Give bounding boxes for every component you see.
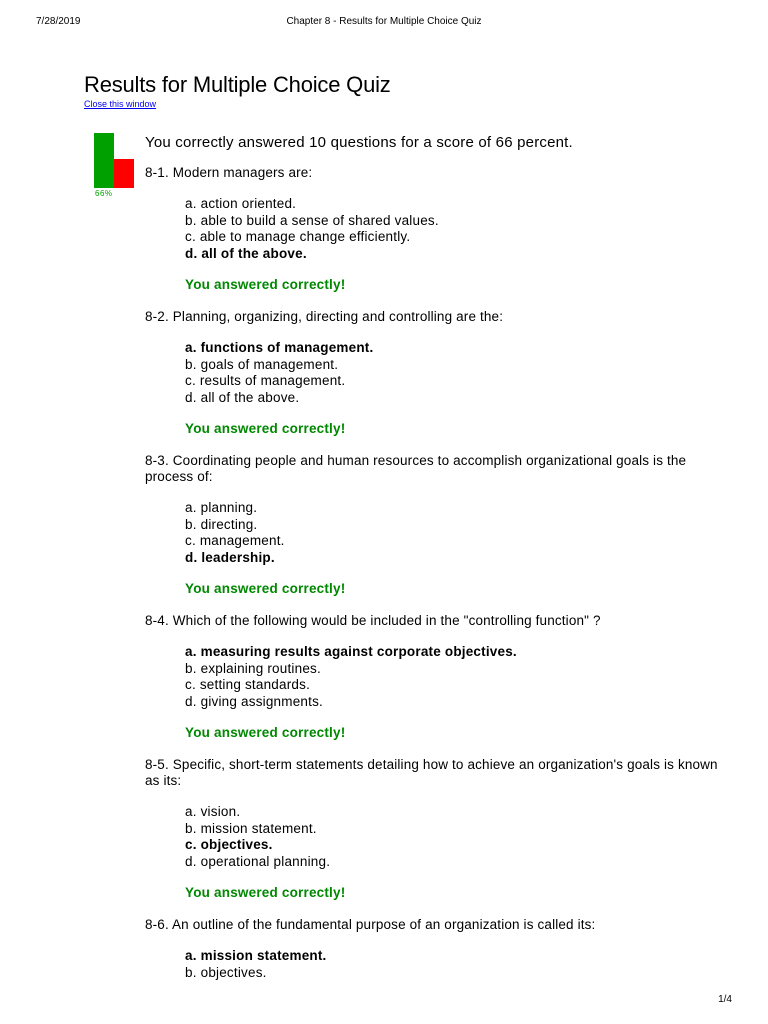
answer-option-selected: a. mission statement. <box>185 948 327 963</box>
answer-options <box>185 500 730 566</box>
answer-option-selected: d. leadership. <box>185 549 275 565</box>
print-title: Chapter 8 - Results for Multiple Choice Quiz <box>286 16 482 27</box>
answer-option: b. mission statement. <box>185 820 317 836</box>
answer-option-selected: c. objectives. <box>185 837 273 852</box>
score-percent-label: 66% <box>95 189 113 198</box>
page-title: Results for Multiple Choice Quiz <box>84 72 391 97</box>
question-block <box>145 453 730 597</box>
score-bar-incorrect <box>114 159 134 188</box>
answer-option: a. planning. <box>185 500 258 515</box>
question-text: 8-5. Specific, short-term statements detailing how to achieve an organization's goals is known as its: <box>145 757 718 788</box>
answer-options <box>185 340 730 406</box>
question-block <box>145 917 730 981</box>
question-block <box>145 757 730 901</box>
question-block <box>145 165 730 293</box>
question-block <box>145 613 730 741</box>
answer-feedback: You answered correctly! <box>185 581 346 596</box>
answer-option: c. setting standards. <box>185 677 311 692</box>
answer-option: b. able to build a sense of shared values. <box>185 212 439 228</box>
answer-option-selected: a. functions of management. <box>185 340 374 355</box>
question-text: 8-6. An outline of the fundamental purpose of an organization is called its: <box>145 917 596 932</box>
close-window-link[interactable]: Close this window <box>84 99 157 109</box>
answer-option-selected: d. all of the above. <box>185 245 307 261</box>
quiz-results <box>145 133 730 996</box>
answer-feedback: You answered correctly! <box>185 421 346 436</box>
answer-option: c. results of management. <box>185 373 346 388</box>
answer-option: d. giving assignments. <box>185 693 323 709</box>
answer-options <box>185 196 730 262</box>
print-date: 7/28/2019 <box>36 16 81 27</box>
question-text: 8-3. Coordinating people and human resources to accomplish organizational goals is the process of: <box>145 453 687 484</box>
answer-option: b. explaining routines. <box>185 660 321 676</box>
score-bar-graph <box>94 132 136 198</box>
answer-options <box>185 804 730 870</box>
answer-option: d. operational planning. <box>185 853 331 869</box>
answer-options <box>185 644 730 710</box>
question-block <box>145 309 730 437</box>
question-text: 8-2. Planning, organizing, directing and controlling are the: <box>145 309 504 324</box>
score-bar-correct <box>94 133 114 188</box>
answer-feedback: You answered correctly! <box>185 725 346 740</box>
answer-option: b. goals of management. <box>185 356 339 372</box>
answer-option: a. action oriented. <box>185 196 297 211</box>
page-number: 1/4 <box>718 994 732 1005</box>
answer-option: d. all of the above. <box>185 389 300 405</box>
answer-option: a. vision. <box>185 804 241 819</box>
question-text: 8-1. Modern managers are: <box>145 165 313 180</box>
answer-options <box>185 948 730 981</box>
question-text: 8-4. Which of the following would be included in the "controlling function" ? <box>145 613 601 628</box>
answer-option: c. able to manage change efficiently. <box>185 229 411 244</box>
answer-option: c. management. <box>185 533 285 548</box>
print-header <box>36 16 732 32</box>
answer-option: b. objectives. <box>185 964 267 980</box>
question-list <box>145 165 730 981</box>
score-summary: You correctly answered 10 questions for a score of 66 percent. <box>145 134 573 151</box>
answer-option: b. directing. <box>185 516 258 532</box>
answer-feedback: You answered correctly! <box>185 277 346 292</box>
answer-option-selected: a. measuring results against corporate objectives. <box>185 644 517 659</box>
answer-feedback: You answered correctly! <box>185 885 346 900</box>
